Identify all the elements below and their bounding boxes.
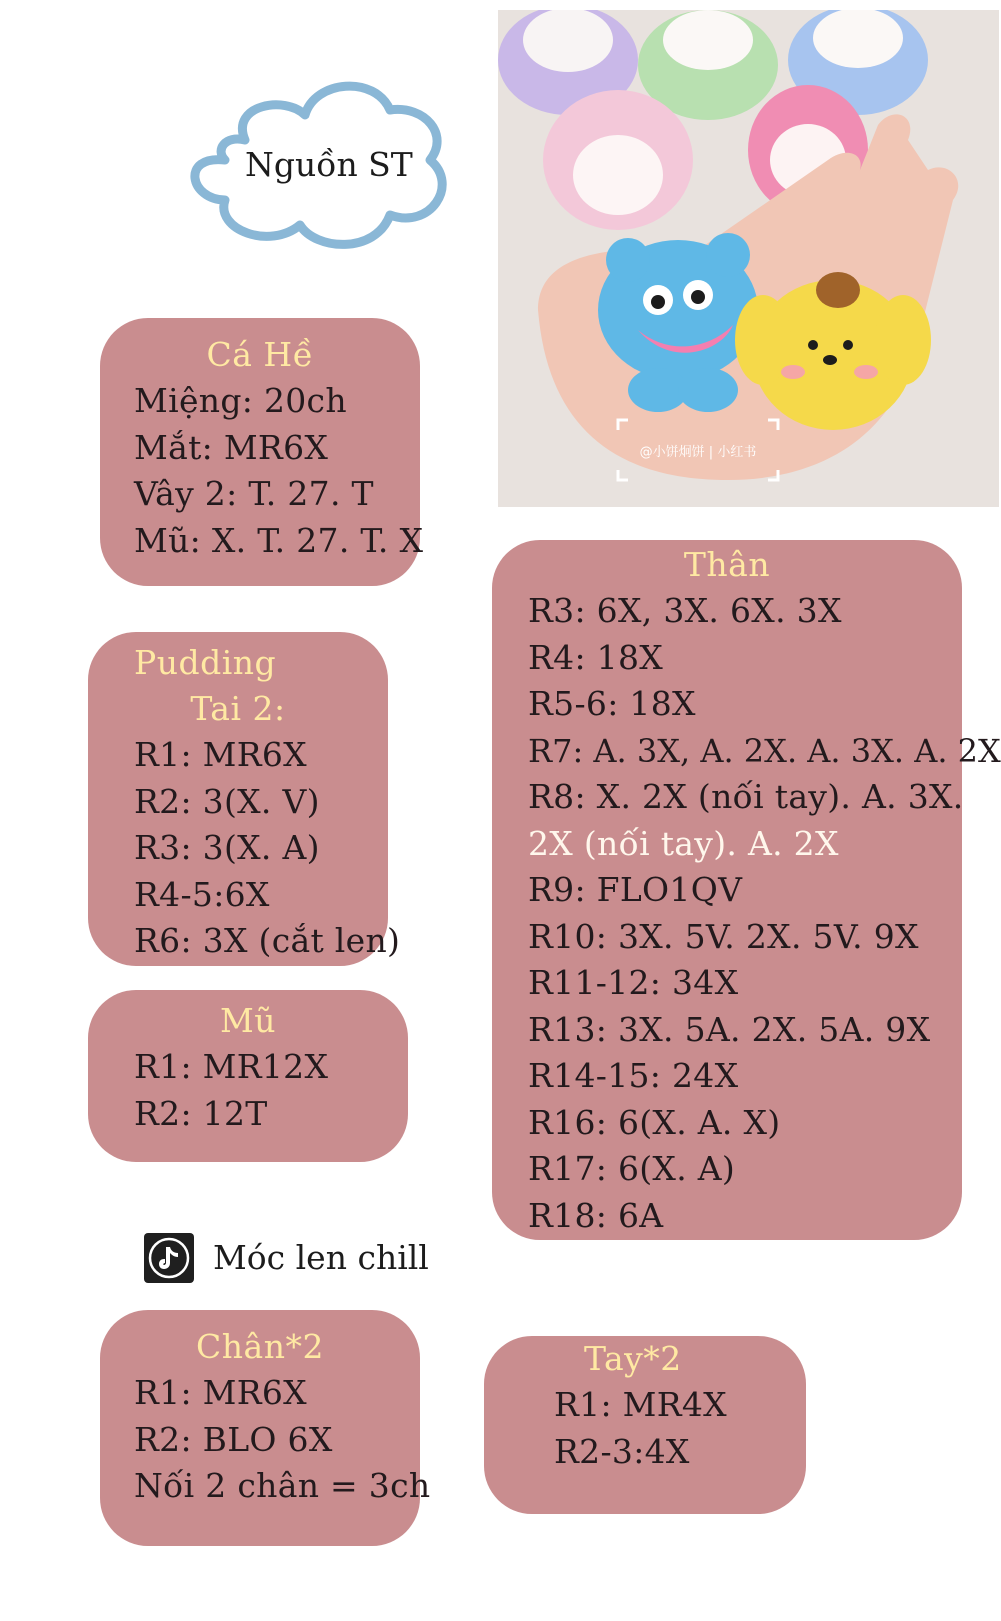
pudding-line: R1: MR6X [134,735,307,774]
mu-line: R2: 12T [134,1093,268,1133]
than-line: R11-12: 34X [528,963,739,1002]
than-line: R10: 3X. 5V. 2X. 5V. 9X [528,916,919,956]
tay-line: R2-3:4X [554,1431,690,1471]
than-line: R13: 3X. 5A. 2X. 5A. 9X [528,1009,931,1049]
chan-line: R2: BLO 6X [134,1419,333,1459]
than-line: R5-6: 18X [528,684,696,723]
than-line: R3: 6X, 3X. 6X. 3X [528,591,842,630]
pudding-title: Pudding [134,643,277,682]
than-line: R9: FLO1QV [528,870,743,909]
than-title: Thân [683,545,771,584]
than-line: R18: 6A [528,1195,664,1235]
pudding-subtitle: Tai 2: [190,689,286,728]
ca-he-title: Cá Hề [206,335,314,374]
amigurumi-photo [498,10,999,507]
tay-line: R1: MR4X [554,1385,727,1424]
pudding-line: R6: 3X (cắt len) [134,921,401,960]
chan-title: Chân*2 [196,1327,324,1366]
mu-card [88,990,408,1162]
mu-line: R1: MR12X [134,1047,329,1086]
pudding-line: R2: 3(X. V) [134,781,320,821]
ca-he-line: Vây 2: T. 27. T [134,474,374,513]
pudding-line: R4-5:6X [134,874,270,914]
than-line: R7: A. 3X, A. 2X. A. 3X. A. 2X [528,731,1001,770]
pudding-card [88,632,401,966]
chan-line: R1: MR6X [134,1373,307,1412]
than-line: R4: 18X [528,637,664,677]
than-line: R8: X. 2X (nối tay). A. 3X. [528,777,964,816]
photo-watermark: @小饼炯饼 | 小红书 [639,445,757,460]
than-line: R16: 6(X. A. X) [528,1102,781,1142]
ca-he-line: Miệng: 20ch [134,381,347,420]
ca-he-line: Mũ: X. T. 27. T. X [134,520,424,560]
ca-he-line: Mắt: MR6X [134,427,329,467]
tay-card [484,1336,806,1514]
tiktok-label: Móc len chill [213,1238,429,1277]
than-line: R17: 6(X. A) [528,1149,736,1188]
than-line: R14-15: 24X [528,1056,739,1095]
pudding-line: R3: 3(X. A) [134,828,320,867]
mu-title: Mũ [219,1001,277,1040]
tay-title: Tay*2 [584,1339,682,1378]
chan-line: Nối 2 chân = 3ch [134,1466,431,1505]
chan-card [100,1310,431,1546]
than-line: 2X (nối tay). A. 2X [528,823,839,863]
source-label: Nguồn ST [245,145,413,184]
than-card [492,540,1001,1240]
ca-he-card [100,318,424,586]
tiktok-icon [143,1232,195,1284]
